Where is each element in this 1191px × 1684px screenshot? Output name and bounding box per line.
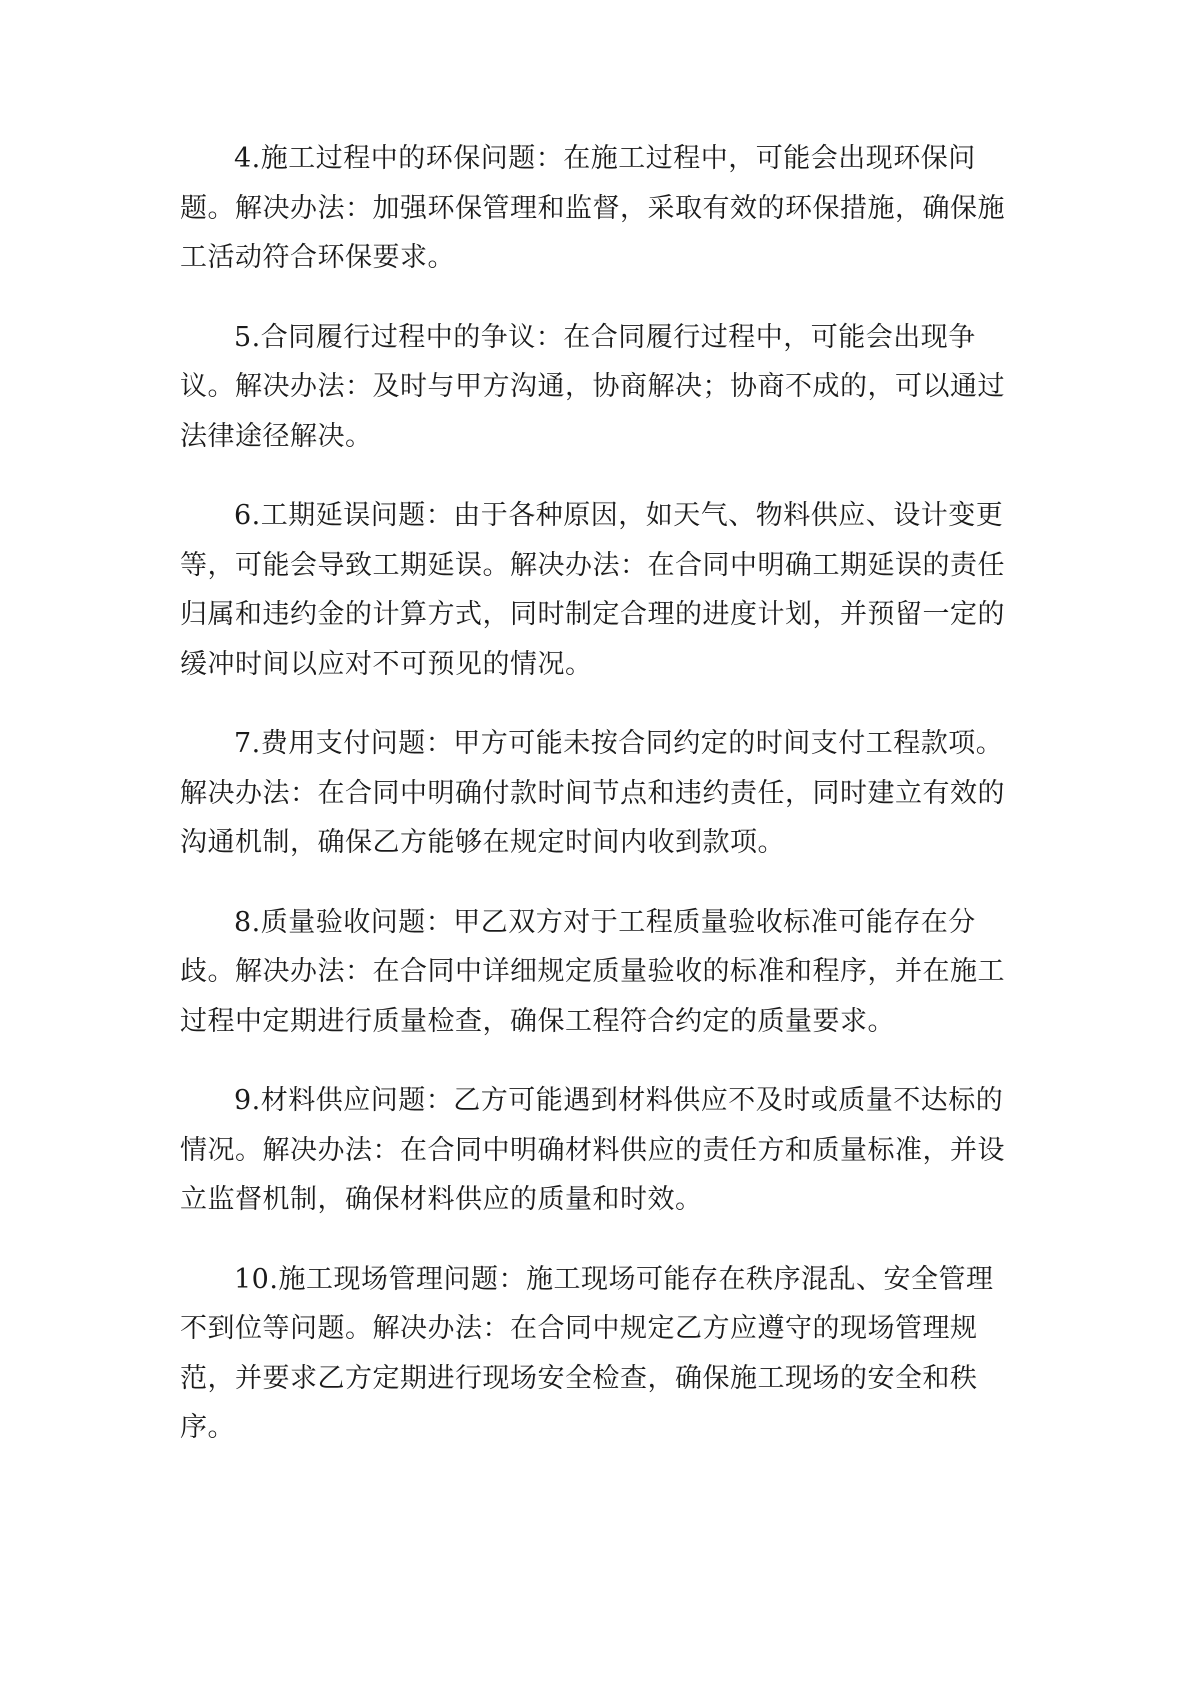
paragraph-item-5: 5.合同履行过程中的争议：在合同履行过程中，可能会出现争议。解决办法：及时与甲方沟通，协商解决；协商不成的，可以通过法律途径解决。 [180,321,1005,452]
paragraph-item-6: 6.工期延误问题：由于各种原因，如天气、物料供应、设计变更等，可能会导致工期延误。解决办法：在合同中明确工期延误的责任归属和违约金的计算方式，同时制定合理的进度计划，并预留一定的缓冲时间以应对不可预见的情况。 [180,500,1005,680]
paragraph-item-8: 8.质量验收问题：甲乙双方对于工程质量验收标准可能存在分歧。解决办法：在合同中详细规定质量验收的标准和程序，并在施工过程中定期进行质量检查，确保工程符合约定的质量要求。 [180,906,1005,1037]
paragraph-item-9: 9.材料供应问题：乙方可能遇到材料供应不及时或质量不达标的情况。解决办法：在合同中明确材料供应的责任方和质量标准，并设立监督机制，确保材料供应的质量和时效。 [180,1085,1005,1215]
paragraph-item-7: 7.费用支付问题：甲方可能未按合同约定的时间支付工程款项。解决办法：在合同中明确付款时间节点和违约责任，同时建立有效的沟通机制，确保乙方能够在规定时间内收到款项。 [180,728,1005,858]
paragraph-item-10: 10.施工现场管理问题：施工现场可能存在秩序混乱、安全管理不到位等问题。解决办法：在合同中规定乙方应遵守的现场管理规范，并要求乙方定期进行现场安全检查，确保施工现场的安全和秩序。 [180,1263,994,1443]
document-body [180,134,1010,1483]
paragraph-item-4: 4.施工过程中的环保问题：在施工过程中，可能会出现环保问题。解决办法：加强环保管理和监督，采取有效的环保措施，确保施工活动符合环保要求。 [180,143,1005,273]
